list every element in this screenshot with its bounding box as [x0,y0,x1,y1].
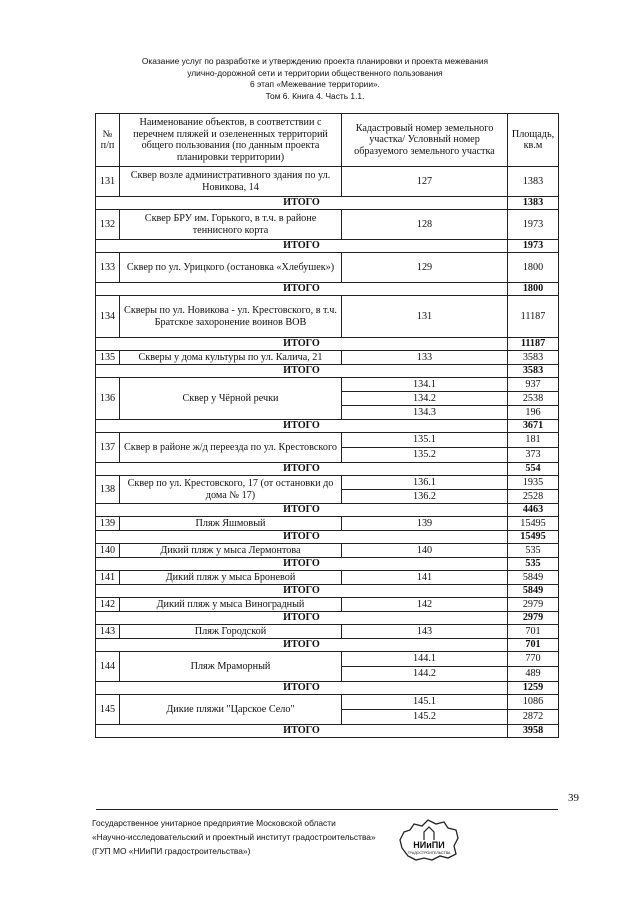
col-header-name: Наименование объектов, в соответствии с перечнем пляжей и озелененных территорий общего пользования (по данным проекта планировки территории) [120,114,342,167]
object-name: Сквер возле административного здания по ул. Новикова, 14 [120,167,342,197]
total-value: 554 [508,463,559,476]
total-row [96,197,559,210]
total-row [96,531,559,544]
cadastral-number: 127 [342,167,508,197]
table-header-row [96,114,559,167]
total-value: 1800 [508,283,559,296]
total-row [96,725,559,738]
cadastral-number: 135.2 [342,448,508,463]
cadastral-number: 136.1 [342,476,508,490]
total-row [96,682,559,695]
cadastral-number: 141 [342,571,508,585]
total-label: ИТОГО [96,338,508,351]
area-value: 770 [508,652,559,667]
total-value: 1973 [508,240,559,253]
total-value: 5849 [508,585,559,598]
cadastral-number: 143 [342,625,508,639]
total-row [96,612,559,625]
cadastral-number: 140 [342,544,508,558]
area-value: 1973 [508,210,559,240]
table-row [96,210,559,240]
total-row [96,504,559,517]
logo-subtext: ГРАДОСТРОИТЕЛЬСТВА [407,851,451,855]
row-number: 141 [96,571,120,585]
area-value: 489 [508,667,559,682]
cadastral-number: 144.1 [342,652,508,667]
area-value: 2538 [508,392,559,406]
area-value: 937 [508,378,559,392]
table-row [96,517,559,531]
cadastral-number: 131 [342,296,508,338]
total-row [96,283,559,296]
row-number: 132 [96,210,120,240]
row-number: 139 [96,517,120,531]
object-name: Скверы по ул. Новикова - ул. Крестовского, в т.ч. Братское захоронение воинов ВОВ [120,296,342,338]
row-number: 133 [96,253,120,283]
total-label: ИТОГО [96,240,508,253]
cadastral-number: 145.2 [342,710,508,725]
object-name: Сквер у Чёрной речки [120,378,342,420]
object-name: Дикие пляжи "Царское Село" [120,695,342,725]
total-label: ИТОГО [96,639,508,652]
cadastral-number: 144.2 [342,667,508,682]
total-value: 4463 [508,504,559,517]
row-number: 138 [96,476,120,504]
area-value: 1935 [508,476,559,490]
page-number: 39 [568,792,579,804]
total-label: ИТОГО [96,283,508,296]
table-row [96,296,559,338]
area-value: 2979 [508,598,559,612]
object-name: Сквер БРУ им. Горького, в т.ч. в районе теннисного корта [120,210,342,240]
header-line-2: улично-дорожной сети и территории общественного пользования [187,67,443,78]
total-value: 2979 [508,612,559,625]
total-label: ИТОГО [96,612,508,625]
area-value: 181 [508,433,559,448]
footer-line-1: Государственное унитарное предприятие Московской области [92,818,336,828]
total-row [96,338,559,351]
row-number: 144 [96,652,120,682]
table-row [96,433,559,448]
cadastral-number: 129 [342,253,508,283]
total-label: ИТОГО [96,463,508,476]
col-header-number: № п/п [96,114,120,167]
area-value: 3583 [508,351,559,365]
object-name: Дикий пляж у мыса Броневой [120,571,342,585]
total-value: 3583 [508,365,559,378]
col-header-area: Площадь, кв.м [508,114,559,167]
area-value: 11187 [508,296,559,338]
object-name: Пляж Яшмовый [120,517,342,531]
area-value: 2872 [508,710,559,725]
table-row [96,695,559,710]
total-value: 3671 [508,420,559,433]
footer-line-3: (ГУП МО «НИиПИ градостроительства») [92,846,251,856]
table-row [96,544,559,558]
total-row [96,639,559,652]
total-value: 3958 [508,725,559,738]
total-row [96,365,559,378]
footer-line-2: «Научно-исследовательский и проектный институт градостроительства» [92,832,376,842]
footer [92,816,376,858]
total-value: 701 [508,639,559,652]
row-number: 145 [96,695,120,725]
area-value: 5849 [508,571,559,585]
area-value: 535 [508,544,559,558]
total-row [96,463,559,476]
row-number: 135 [96,351,120,365]
logo-text: НИиПИ [413,840,445,850]
total-label: ИТОГО [96,197,508,210]
cadastral-number: 135.1 [342,433,508,448]
object-name: Пляж Мраморный [120,652,342,682]
row-number: 143 [96,625,120,639]
header-line-4: Том 6. Книга 4. Часть 1.1. [265,90,365,101]
object-name: Дикий пляж у мыса Лермонтова [120,544,342,558]
total-value: 15495 [508,531,559,544]
row-number: 136 [96,378,120,420]
object-name: Дикий пляж у мыса Виноградный [120,598,342,612]
cadastral-number: 145.1 [342,695,508,710]
row-number: 142 [96,598,120,612]
table-row [96,378,559,392]
total-row [96,585,559,598]
table-row [96,625,559,639]
cadastral-number: 134.1 [342,378,508,392]
object-name: Сквер по ул. Урицкого (остановка «Хлебушек») [120,253,342,283]
cadastral-number: 134.2 [342,392,508,406]
table-row [96,351,559,365]
total-label: ИТОГО [96,531,508,544]
row-number: 131 [96,167,120,197]
total-label: ИТОГО [96,725,508,738]
area-value: 1800 [508,253,559,283]
total-value: 11187 [508,338,559,351]
total-label: ИТОГО [96,504,508,517]
document-header [0,56,630,102]
table-row [96,167,559,197]
total-row [96,240,559,253]
total-value: 1383 [508,197,559,210]
total-row [96,558,559,571]
table-row [96,652,559,667]
total-label: ИТОГО [96,682,508,695]
object-name: Пляж Городской [120,625,342,639]
header-line-1: Оказание услуг по разработке и утверждению проекта планировки и проекта межевания [141,56,489,66]
total-label: ИТОГО [96,585,508,598]
row-number: 140 [96,544,120,558]
total-label: ИТОГО [96,365,508,378]
area-value: 1383 [508,167,559,197]
row-number: 134 [96,296,120,338]
institute-logo [398,818,460,862]
table-row [96,571,559,585]
area-value: 1086 [508,695,559,710]
object-name: Сквер в районе ж/д переезда по ул. Крестовского [120,433,342,463]
col-header-cadastral: Кадастровый номер земельного участка/ Условный номер образуемого земельного участка [342,114,508,167]
cadastral-number: 139 [342,517,508,531]
total-value: 1259 [508,682,559,695]
cadastral-number: 133 [342,351,508,365]
total-label: ИТОГО [96,420,508,433]
total-value: 535 [508,558,559,571]
area-value: 701 [508,625,559,639]
table-row [96,598,559,612]
object-name: Скверы у дома культуры по ул. Калича, 21 [120,351,342,365]
area-value: 15495 [508,517,559,531]
footer-divider [96,809,558,810]
area-value: 196 [508,406,559,420]
total-label: ИТОГО [96,558,508,571]
area-value: 2528 [508,490,559,504]
table-row [96,253,559,283]
object-name: Сквер по ул. Крестовского, 17 (от остановки до дома № 17) [120,476,342,504]
total-row [96,420,559,433]
objects-table [95,113,559,738]
table-body [96,167,559,738]
area-value: 373 [508,448,559,463]
header-line-3: 6 этап «Межевание территории». [250,79,380,89]
row-number: 137 [96,433,120,463]
cadastral-number: 134.3 [342,406,508,420]
cadastral-number: 136.2 [342,490,508,504]
cadastral-number: 142 [342,598,508,612]
table-row [96,476,559,490]
cadastral-number: 128 [342,210,508,240]
